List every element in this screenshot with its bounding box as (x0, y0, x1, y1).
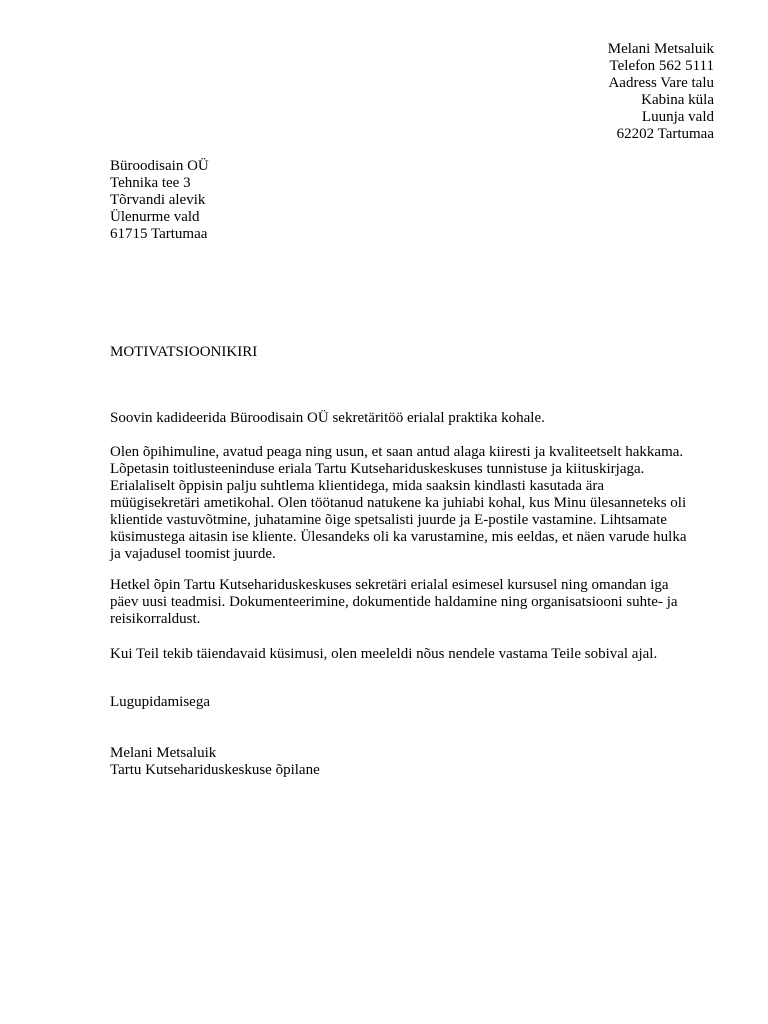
paragraph-line: Soovin kadideerida Büroodisain OÜ sekretäritöö erialal praktika kohale. (110, 410, 545, 426)
paragraph-line: klientide vastuvõtmine, juhatamine õige spetsalisti juurde ja E-postile vastamine. Lihtsamate (110, 512, 667, 528)
paragraph-line: päev uusi teadmisi. Dokumenteerimine, dokumentide haldamine ning organisatsiooni suhte- ja (110, 594, 678, 610)
recipient-borough: Tõrvandi alevik (110, 192, 206, 208)
signature-role: Tartu Kutsehariduskeskuse õpilane (110, 762, 320, 778)
paragraph-line: Hetkel õpin Tartu Kutsehariduskeskuses sekretäri erialal esimesel kursusel ning omandan iga (110, 577, 669, 593)
sender-phone: Telefon 562 5111 (609, 58, 714, 74)
recipient-company: Büroodisain OÜ (110, 158, 209, 174)
closing-salutation: Lugupidamisega (110, 694, 210, 710)
paragraph-line: Erialaliselt õppisin palju suhtlema klientidega, mida saaksin kindlasti kasutada ära (110, 478, 605, 494)
recipient-postal-county: 61715 Tartumaa (110, 226, 208, 242)
paragraph-line: Lõpetasin toitlusteeninduse eriala Tartu Kutsehariduskeskuses tunnistuse ja kiituskirjaga. (110, 461, 645, 477)
recipient-street: Tehnika tee 3 (110, 175, 191, 191)
recipient-parish: Ülenurme vald (110, 209, 200, 225)
sender-address-block (608, 41, 714, 143)
signature-name: Melani Metsaluik (110, 745, 217, 761)
sender-address: Aadress Vare talu (608, 75, 714, 91)
paragraph-line: ja vajadusel toomist juurde. (110, 546, 276, 562)
paragraph-line: müügisekretäri ametikohal. Olen töötanud natukene ka juhiabi kohal, kus Minu ülesanneteks oli (110, 495, 687, 511)
signature-block (110, 745, 320, 779)
body-paragraph (110, 444, 687, 563)
recipient-address-block (110, 158, 209, 243)
letter-title: MOTIVATSIOONIKIRI (110, 344, 258, 360)
body-paragraph (110, 646, 657, 663)
sender-parish: Luunja vald (641, 109, 714, 125)
sender-postal-county: 62202 Tartumaa (616, 126, 714, 142)
paragraph-line: Olen õpihimuline, avatud peaga ning usun, et saan antud alaga kiiresti ja kvaliteetselt hakkama. (110, 444, 684, 460)
sender-village: Kabina küla (641, 92, 714, 108)
paragraph-line: reisikorraldust. (110, 611, 201, 627)
paragraph-line: Kui Teil tekib täiendavaid küsimusi, olen meeleldi nõus nendele vastama Teile sobival ajal. (110, 646, 658, 662)
body-paragraph (110, 577, 678, 628)
paragraph-line: küsimustega aitasin ise kliente. Ülesandeks oli ka varustamine, mis eeldas, et näen varude hulka (110, 529, 687, 545)
sender-name: Melani Metsaluik (607, 41, 714, 57)
body-paragraph (110, 410, 545, 427)
